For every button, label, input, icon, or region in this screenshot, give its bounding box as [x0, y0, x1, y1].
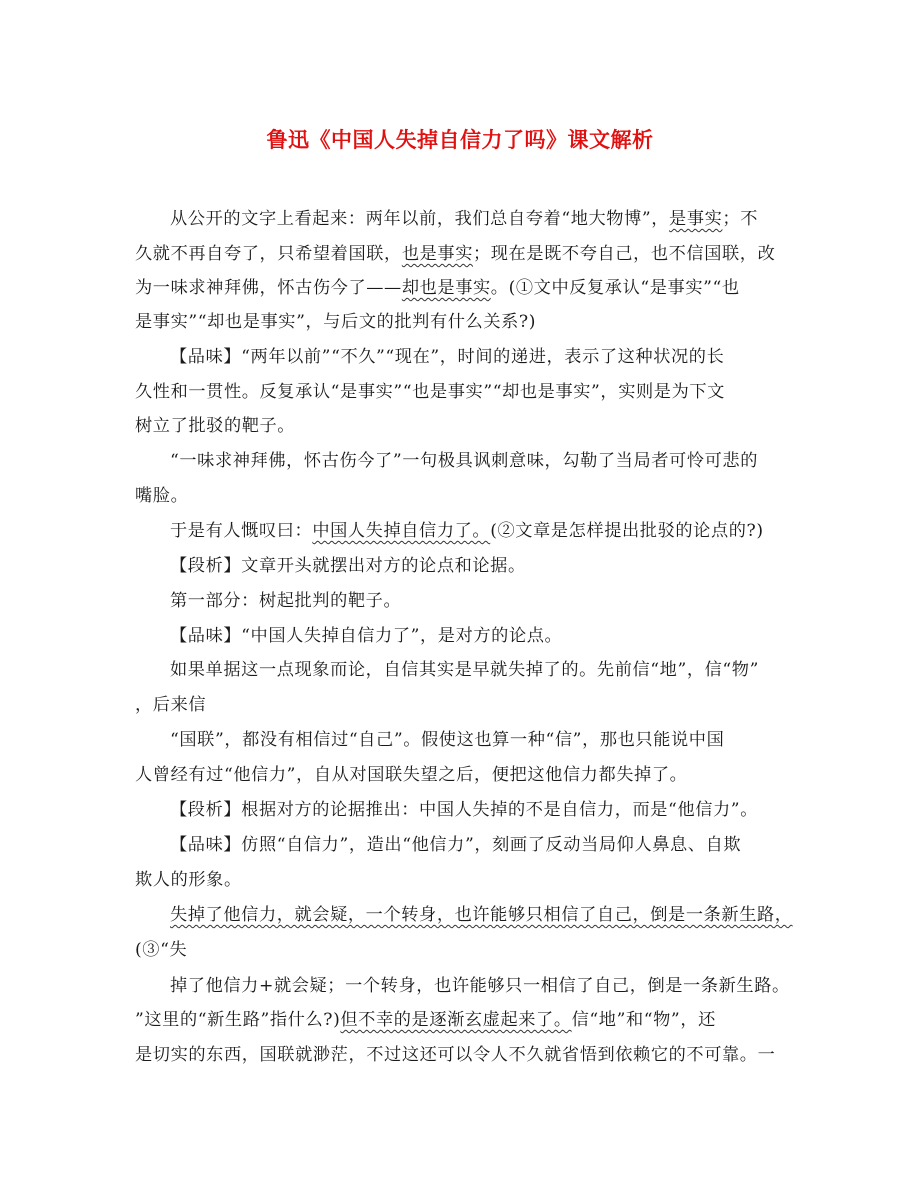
wavy-underlined-text: 却也是事实 [401, 278, 491, 298]
text-span: 。(①文中反复承认“是事实”“也 [490, 278, 740, 298]
paragraph-12-line-1 [170, 903, 795, 927]
paragraph-13-line-2 [135, 1008, 795, 1032]
paragraph-8-line-1: 如果单据这一点现象而论，自信其实是早就失掉了的。先前信“地”，信“物” [170, 660, 759, 680]
paragraph-1-line-1 [170, 207, 795, 231]
wavy-underlined-text: 失掉了他信力，就会疑，一个转身，也许能够只相信了自己，倒是一条新生路， [170, 905, 793, 925]
wavy-underlined-text: 中国人失掉自信力了。 [312, 521, 491, 541]
wavy-underlined-text: 也是事实 [401, 244, 473, 264]
paragraph-1-line-2 [135, 242, 795, 266]
paragraph-3-line-2: 嘴脸。 [135, 486, 189, 506]
paragraph-5: 【段析】文章开头就摆出对方的论点和论据。 [170, 556, 526, 576]
paragraph-7: 【品味】“中国人失掉自信力了”，是对方的论点。 [170, 626, 563, 646]
wavy-underlined-text: 但不幸的是逐渐玄虚起来了。 [340, 1010, 572, 1030]
paragraph-8-line-2: ，后来信 [135, 695, 207, 715]
text-span: 信“地”和“物”，还 [571, 1010, 716, 1030]
paragraph-4-line-1 [170, 519, 795, 543]
wavy-underlined-text: 是事实 [669, 209, 723, 229]
text-span: 从公开的文字上看起来：两年以前，我们总自夸着“地大物博”， [170, 209, 670, 229]
paragraph-2-line-2: 久性和一贯性。反复承认“是事实”“也是事实”“却也是事实”，实则是为下文 [135, 382, 725, 402]
paragraph-1-line-3 [135, 276, 795, 300]
text-span: (②文章是怎样提出批驳的论点的?) [490, 521, 764, 541]
text-span: 为一味求神拜佛，怀古伤今了—— [135, 278, 402, 298]
paragraph-11-line-1: 【品味】仿照“自信力”，造出“他信力”，刻画了反动当局仰人鼻息、自欺 [170, 835, 742, 855]
paragraph-13-line-1: 掉了他信力+就会疑；一个转身，也许能够只一相信了自己，倒是一条新生路。 [170, 976, 790, 996]
paragraph-1-line-4: 是事实”“却也是事实”，与后文的批判有什么关系?) [135, 312, 537, 332]
paragraph-3-line-1: “一味求神拜佛，怀古伤今了”一句极具讽刺意味，勾勒了当局者可怜可悲的 [170, 451, 758, 471]
paragraph-11-line-2: 欺人的形象。 [135, 870, 242, 890]
document-title: 鲁迅《中国人失掉自信力了吗》课文解析 [266, 127, 654, 152]
text-span: ；现在是既不夸自己，也不信国联，改 [472, 244, 776, 264]
text-span: ”这里的“新生路”指什么?) [135, 1010, 341, 1030]
paragraph-6: 第一部分：树起批判的靶子。 [170, 591, 402, 611]
paragraph-9-line-2: 人曾经有过“他信力”，自从对国联失望之后，便把这他信力都失掉了。 [135, 765, 688, 785]
paragraph-2-line-3: 树立了批驳的靶子。 [135, 416, 296, 436]
text-span: 于是有人慨叹曰： [170, 521, 313, 541]
paragraph-12-line-2: (③“失 [135, 940, 188, 960]
paragraph-10: 【段析】根据对方的论据推出：中国人失掉的不是自信力，而是“他信力”。 [170, 800, 758, 820]
text-span: ；不 [722, 209, 758, 229]
text-span: 久就不再自夸了，只希望着国联， [135, 244, 402, 264]
paragraph-2-line-1: 【品味】“两年以前”“不久”“现在”，时间的递进，表示了这种状况的长 [170, 347, 725, 367]
paragraph-13-line-3: 是切实的东西，国联就渺茫，不过这还可以令人不久就省悟到依赖它的不可靠。一 [135, 1045, 776, 1065]
paragraph-9-line-1: “国联”，都没有相信过“自己”。假使这也算一种“信”，那也只能说中国 [170, 730, 725, 750]
